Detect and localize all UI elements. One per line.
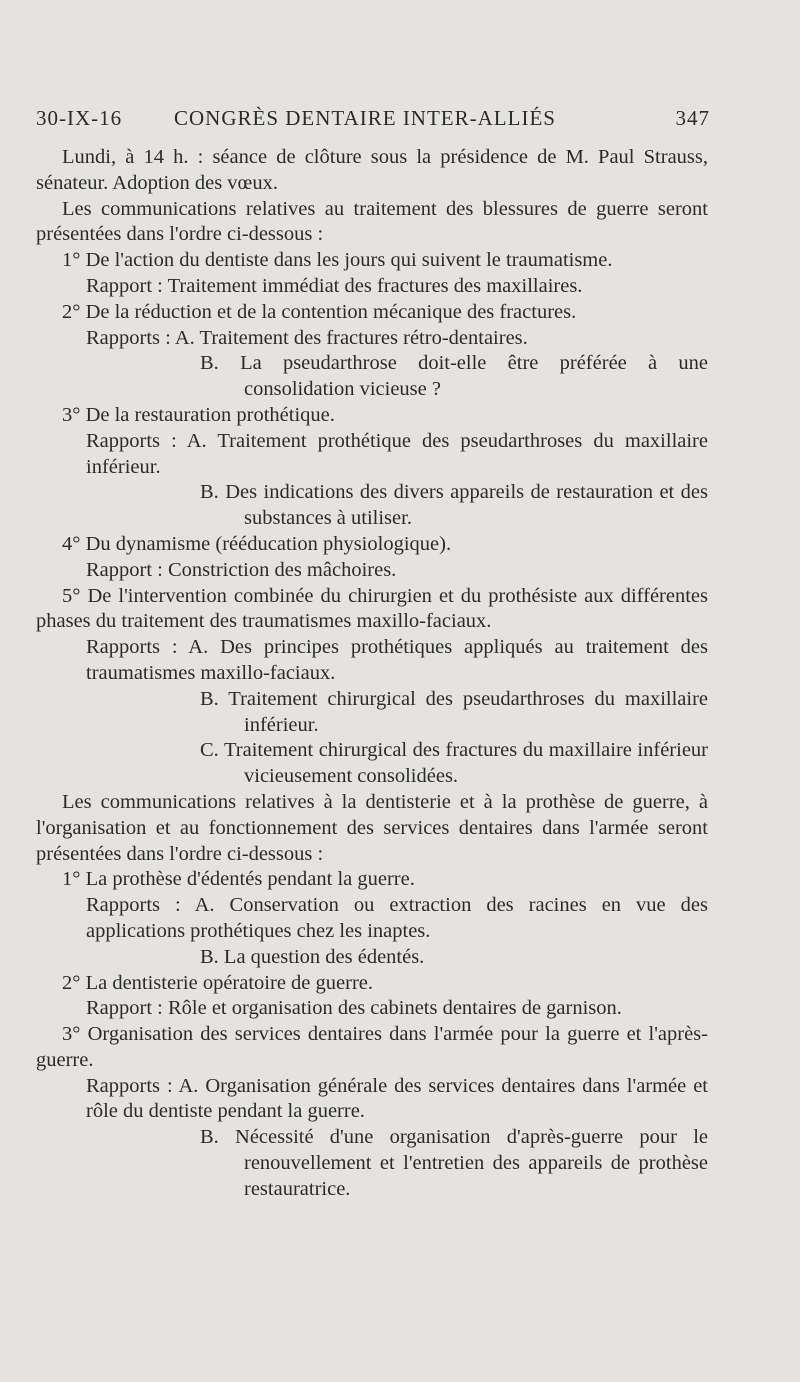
text-paragraph: B. Traitement chirurgical des pseudarthroses du maxillaire inférieur. [200, 687, 708, 736]
text-paragraph: 2° De la réduction et de la contention mécanique des fractures. [62, 300, 577, 323]
text-paragraph: 3° De la restauration prothétique. [62, 403, 335, 426]
text-paragraph: B. La question des édentés. [200, 945, 425, 968]
text-paragraph: 1° De l'action du dentiste dans les jours qui suivent le traumatisme. [62, 249, 613, 272]
text-paragraph: Rapport : Rôle et organisation des cabinets dentaires de garnison. [86, 997, 622, 1020]
text-paragraph: 1° La prothèse d'édentés pendant la guerre. [62, 868, 415, 891]
text-paragraph: Lundi, à 14 h. : séance de clôture sous la présidence de M. Paul Strauss, sénateur. Adoption des vœux. [36, 146, 708, 194]
text-paragraph: B. La pseudarthrose doit-elle être préférée à une consolidation vicieuse ? [200, 352, 708, 401]
text-paragraph: B. Nécessité d'une organisation d'après-guerre pour le renouvellement et l'entretien des appareils de prothèse restauratrice. [200, 1126, 708, 1200]
text-paragraph: 5° De l'intervention combinée du chirurgien et du prothésiste aux différentes phases du traitement des traumatismes maxillo-faciaux. [36, 584, 708, 633]
text-paragraph: Rapports : A. Des principes prothétiques appliqués au traitement des traumatismes maxillo-faciaux. [86, 636, 708, 684]
text-paragraph: B. Des indications des divers appareils de restauration et des substances à utiliser. [200, 481, 708, 530]
text-paragraph: Rapports : A. Traitement prothétique des pseudarthroses du maxillaire inférieur. [86, 429, 708, 478]
header-title: CONGRÈS DENTAIRE INTER-ALLIÉS [174, 106, 556, 130]
text-paragraph: C. Traitement chirurgical des fractures du maxillaire inférieur vicieusement consolidées. [200, 739, 708, 788]
text-paragraph: Rapport : Constriction des mâchoires. [86, 558, 397, 581]
page-number: 347 [675, 106, 710, 130]
text-paragraph: Rapports : A. Organisation générale des services dentaires dans l'armée et rôle du dentiste pendant la guerre. [86, 1074, 708, 1123]
text-paragraph: 2° La dentisterie opératoire de guerre. [62, 971, 373, 994]
text-paragraph: 3° Organisation des services dentaires dans l'armée pour la guerre et l'après-guerre. [36, 1023, 708, 1071]
header-date: 30-IX-16 [36, 106, 123, 130]
text-paragraph: Rapports : A. Conservation ou extraction des racines en vue des applications prothétiques chez les inaptes. [86, 894, 708, 942]
text-paragraph: Rapports : A. Traitement des fractures rétro-dentaires. [86, 326, 528, 349]
page-body [36, 145, 708, 1203]
text-paragraph: Rapport : Traitement immédiat des fractures des maxillaires. [86, 274, 583, 297]
text-paragraph: Les communications relatives au traitement des blessures de guerre seront présentées dans l'ordre ci-dessous : [36, 197, 708, 246]
text-paragraph: Les communications relatives à la dentisterie et à la prothèse de guerre, à l'organisation et au fonctionnement des services dentaires dans l'armée seront présentées dans l'ordre ci-dessous : [36, 790, 708, 865]
text-paragraph: 4° Du dynamisme (rééducation physiologique). [62, 532, 452, 555]
